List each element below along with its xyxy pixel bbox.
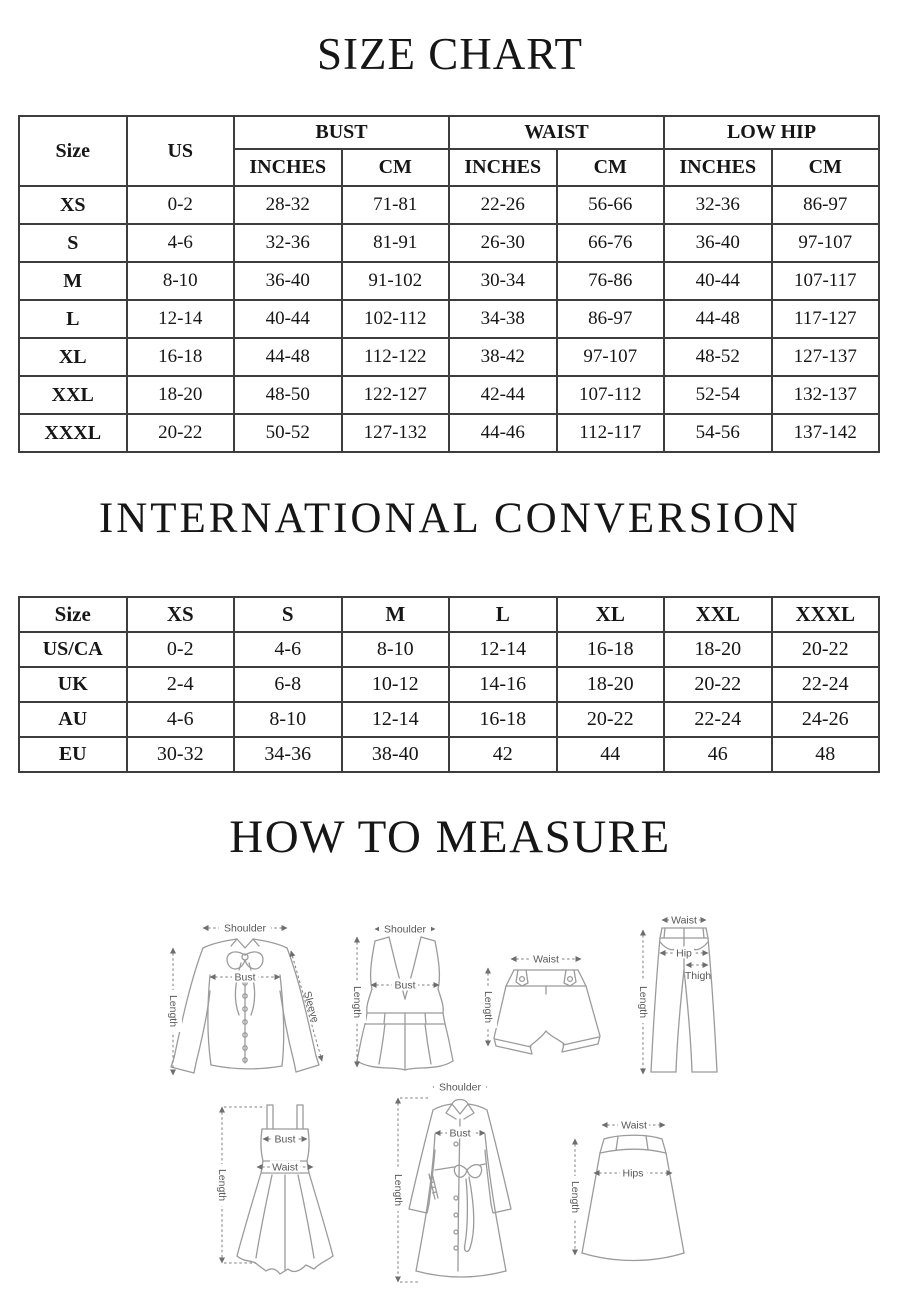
dress-outline — [237, 1105, 333, 1274]
conversion-cell: 2-4 — [127, 667, 235, 702]
conversion-row — [19, 632, 879, 667]
tank-top-outline — [357, 937, 453, 1070]
coat-bust-label: Bust — [449, 1127, 471, 1140]
size-chart-cell-waist_cm: 66-76 — [557, 224, 665, 262]
conversion-cell: 24-26 — [772, 702, 880, 737]
conversion-cell: 34-36 — [234, 737, 342, 772]
conversion-cell: 6-8 — [234, 667, 342, 702]
size-chart-cell-waist_cm: 56-66 — [557, 186, 665, 224]
conversion-header-cell: XL — [557, 597, 665, 632]
size-chart-cell-bust_in: 44-48 — [234, 338, 342, 376]
dress-waist-label: Waist — [272, 1161, 298, 1174]
tank-top-figure — [333, 915, 493, 1080]
size-chart-cell-hip_cm: 86-97 — [772, 186, 880, 224]
size-chart-row — [19, 376, 879, 414]
conversion-cell: 30-32 — [127, 737, 235, 772]
size-chart-cell-hip_cm: 117-127 — [772, 300, 880, 338]
pants-length-label: Length — [637, 985, 649, 1019]
conversion-row-label: AU — [19, 702, 127, 737]
bust-group-header: BUST — [234, 116, 449, 149]
pants-thigh-label: Thigh — [684, 970, 712, 982]
conversion-cell: 42 — [449, 737, 557, 772]
tank-bust-label: Bust — [394, 979, 416, 992]
size-chart-cell-size: XXXL — [19, 414, 127, 452]
size-chart-cell-bust_cm: 71-81 — [342, 186, 450, 224]
conversion-cell: 48 — [772, 737, 880, 772]
conversion-cell: 8-10 — [234, 702, 342, 737]
size-chart-cell-hip_in: 52-54 — [664, 376, 772, 414]
skirt-figure — [550, 1105, 735, 1265]
shorts-figure — [470, 942, 640, 1067]
size-column-header: Size — [19, 116, 127, 186]
conversion-cell: 46 — [664, 737, 772, 772]
conversion-row-label: US/CA — [19, 632, 127, 667]
size-chart-cell-waist_cm: 112-117 — [557, 414, 665, 452]
size-chart-cell-waist_cm: 107-112 — [557, 376, 665, 414]
conversion-cell: 4-6 — [234, 632, 342, 667]
size-chart-cell-waist_cm: 76-86 — [557, 262, 665, 300]
size-chart-cell-waist_in: 38-42 — [449, 338, 557, 376]
pants-figure — [635, 902, 755, 1082]
conversion-cell: 8-10 — [342, 632, 450, 667]
conversion-header-row — [19, 597, 879, 632]
conversion-cell: 20-22 — [557, 702, 665, 737]
conversion-header-cell: XXXL — [772, 597, 880, 632]
coat-figure — [372, 1078, 552, 1300]
conversion-cell: 20-22 — [664, 667, 772, 702]
conversion-cell: 0-2 — [127, 632, 235, 667]
shorts-outline — [494, 970, 600, 1054]
size-chart-row — [19, 414, 879, 452]
size-chart-cell-bust_in: 28-32 — [234, 186, 342, 224]
pants-waist-label: Waist — [671, 914, 697, 927]
size-chart-cell-hip_in: 54-56 — [664, 414, 772, 452]
blouse-outline — [171, 939, 322, 1073]
size-chart-cell-bust_in: 32-36 — [234, 224, 342, 262]
conversion-cell: 12-14 — [449, 632, 557, 667]
size-chart-cell-bust_cm: 127-132 — [342, 414, 450, 452]
size-chart-cell-bust_cm: 102-112 — [342, 300, 450, 338]
conversion-header-cell: M — [342, 597, 450, 632]
size-chart-row — [19, 224, 879, 262]
us-column-header: US — [127, 116, 235, 186]
skirt-waist-label: Waist — [621, 1119, 647, 1132]
coat-outline — [409, 1100, 511, 1278]
size-chart-cell-hip_in: 48-52 — [664, 338, 772, 376]
conversion-row — [19, 667, 879, 702]
size-chart-cell-hip_in: 44-48 — [664, 300, 772, 338]
size-chart-cell-waist_in: 44-46 — [449, 414, 557, 452]
conversion-cell: 16-18 — [449, 702, 557, 737]
size-chart-cell-hip_in: 36-40 — [664, 224, 772, 262]
size-chart-cell-waist_in: 34-38 — [449, 300, 557, 338]
size-chart-cell-us: 8-10 — [127, 262, 235, 300]
size-chart-body — [19, 186, 879, 452]
conversion-header-cell: L — [449, 597, 557, 632]
conversion-cell: 16-18 — [557, 632, 665, 667]
waist-group-header: WAIST — [449, 116, 664, 149]
conversion-body — [19, 632, 879, 772]
blouse-sleeve-label: Sleeve — [300, 989, 322, 1025]
shorts-waist-label: Waist — [533, 953, 559, 966]
conversion-cell: 22-24 — [772, 667, 880, 702]
conversion-header-cell: XS — [127, 597, 235, 632]
size-chart-cell-us: 0-2 — [127, 186, 235, 224]
size-chart-table — [18, 115, 880, 453]
size-chart-cell-hip_in: 32-36 — [664, 186, 772, 224]
conversion-cell: 22-24 — [664, 702, 772, 737]
how-to-measure-title: HOW TO MEASURE — [229, 811, 671, 863]
size-chart-cell-waist_in: 22-26 — [449, 186, 557, 224]
conversion-row — [19, 737, 879, 772]
skirt-length-label: Length — [569, 1180, 581, 1214]
size-chart-row — [19, 262, 879, 300]
bust-inches-header: INCHES — [234, 149, 342, 186]
size-chart-cell-size: XXL — [19, 376, 127, 414]
size-chart-cell-waist_in: 26-30 — [449, 224, 557, 262]
size-chart-cell-hip_cm: 132-137 — [772, 376, 880, 414]
size-chart-cell-bust_cm: 122-127 — [342, 376, 450, 414]
size-chart-cell-hip_cm: 127-137 — [772, 338, 880, 376]
size-chart-cell-bust_cm: 112-122 — [342, 338, 450, 376]
coat-shoulder-label: Shoulder — [438, 1081, 482, 1094]
size-chart-cell-waist_in: 42-44 — [449, 376, 557, 414]
conversion-row — [19, 702, 879, 737]
blouse-shoulder-label: Shoulder — [223, 922, 267, 935]
conversion-header-cell: XXL — [664, 597, 772, 632]
size-chart-cell-us: 16-18 — [127, 338, 235, 376]
conversion-table — [18, 596, 880, 773]
conversion-cell: 44 — [557, 737, 665, 772]
size-chart-row — [19, 338, 879, 376]
size-chart-cell-hip_cm: 137-142 — [772, 414, 880, 452]
size-chart-row — [19, 186, 879, 224]
conversion-cell: 20-22 — [772, 632, 880, 667]
conversion-cell: 10-12 — [342, 667, 450, 702]
tank-length-label: Length — [351, 985, 363, 1019]
pants-hip-label: Hip — [676, 947, 692, 960]
waist-cm-header: CM — [557, 149, 665, 186]
size-chart-cell-waist_in: 30-34 — [449, 262, 557, 300]
conversion-row-label: EU — [19, 737, 127, 772]
size-chart-cell-size: XL — [19, 338, 127, 376]
size-chart-cell-hip_in: 40-44 — [664, 262, 772, 300]
size-chart-cell-size: M — [19, 262, 127, 300]
conversion-title: INTERNATIONAL CONVERSION — [98, 495, 802, 542]
tank-shoulder-label: Shoulder — [383, 923, 427, 936]
conversion-cell: 14-16 — [449, 667, 557, 702]
size-chart-cell-hip_cm: 97-107 — [772, 224, 880, 262]
lowhip-inches-header: INCHES — [664, 149, 772, 186]
size-chart-cell-bust_cm: 81-91 — [342, 224, 450, 262]
conversion-cell: 18-20 — [557, 667, 665, 702]
lowhip-group-header: LOW HIP — [664, 116, 879, 149]
page-title: SIZE CHART — [316, 29, 584, 79]
blouse-bust-label: Bust — [234, 971, 256, 984]
size-chart-cell-us: 4-6 — [127, 224, 235, 262]
size-chart-cell-size: L — [19, 300, 127, 338]
size-chart-cell-waist_cm: 86-97 — [557, 300, 665, 338]
shorts-length-label: Length — [482, 990, 494, 1024]
size-chart-cell-waist_cm: 97-107 — [557, 338, 665, 376]
dress-bust-label: Bust — [274, 1133, 296, 1146]
conversion-header-cell: Size — [19, 597, 127, 632]
size-chart-cell-us: 12-14 — [127, 300, 235, 338]
skirt-hips-label: Hips — [622, 1167, 644, 1180]
size-chart-cell-bust_in: 36-40 — [234, 262, 342, 300]
conversion-cell: 12-14 — [342, 702, 450, 737]
bust-cm-header: CM — [342, 149, 450, 186]
blouse-length-label: Length — [167, 994, 179, 1028]
conversion-cell: 38-40 — [342, 737, 450, 772]
size-chart-cell-size: XS — [19, 186, 127, 224]
size-chart-cell-hip_cm: 107-117 — [772, 262, 880, 300]
size-chart-header-row-1 — [19, 116, 879, 149]
size-chart-cell-us: 20-22 — [127, 414, 235, 452]
lowhip-cm-header: CM — [772, 149, 880, 186]
dress-figure — [210, 1093, 360, 1278]
conversion-cell: 18-20 — [664, 632, 772, 667]
conversion-header-cell: S — [234, 597, 342, 632]
size-chart-cell-bust_in: 50-52 — [234, 414, 342, 452]
blouse-figure — [145, 915, 365, 1085]
conversion-cell: 4-6 — [127, 702, 235, 737]
skirt-outline — [582, 1135, 684, 1260]
size-chart-cell-bust_cm: 91-102 — [342, 262, 450, 300]
size-chart-cell-us: 18-20 — [127, 376, 235, 414]
size-chart-cell-size: S — [19, 224, 127, 262]
size-chart-row — [19, 300, 879, 338]
conversion-row-label: UK — [19, 667, 127, 702]
size-chart-cell-bust_in: 40-44 — [234, 300, 342, 338]
dress-length-label: Length — [216, 1168, 228, 1202]
waist-inches-header: INCHES — [449, 149, 557, 186]
size-chart-cell-bust_in: 48-50 — [234, 376, 342, 414]
coat-length-label: Length — [392, 1173, 404, 1207]
